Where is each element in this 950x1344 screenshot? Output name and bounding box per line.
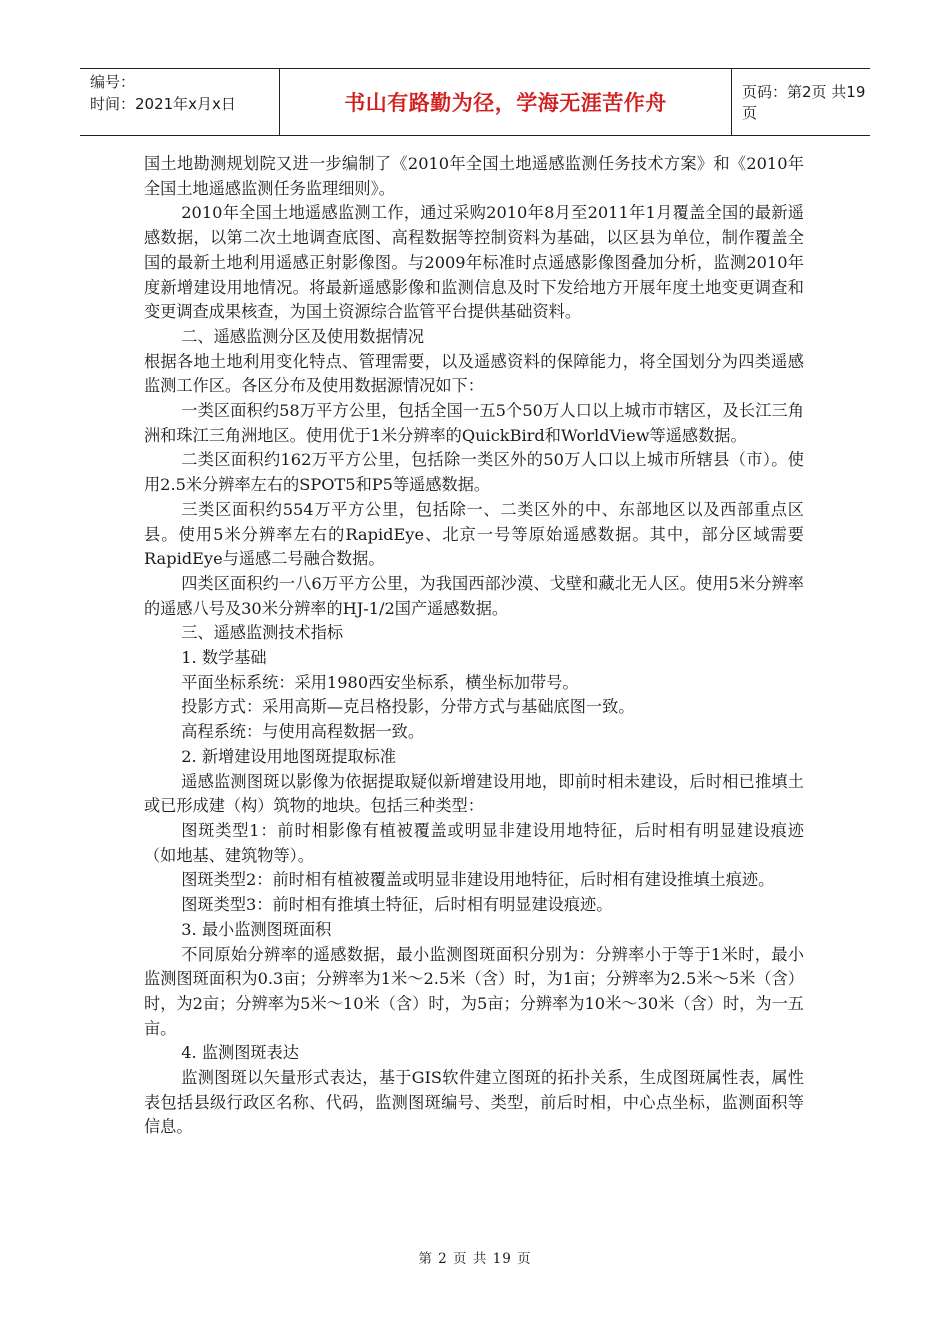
paragraph: 图斑类型2：前时相有植被覆盖或明显非建设用地特征，后时相有建设推填土痕迹。 — [181, 870, 775, 890]
paragraph: 4. 监测图斑表达 — [181, 1043, 299, 1063]
paragraph: 1. 数学基础 — [181, 648, 267, 668]
header-motto-cell — [280, 69, 732, 135]
paragraph: 一类区面积约58万平方公里，包括全国一五5个50万人口以上城市市辖区，及长江三角洲和珠江三角洲地区。使用优于1米分辨率的QuickBird和WorldView等遥感数据。 — [144, 401, 804, 445]
paragraph: 高程系统：与使用高程数据一致。 — [181, 722, 425, 742]
paragraph: 图斑类型1：前时相影像有植被覆盖或明显非建设用地特征，后时相有明显建设痕迹（如地基、建筑物等）。 — [144, 820, 804, 865]
paragraph: 二类区面积约162万平方公里，包括除一类区外的50万人口以上城市所辖县（市）。使用2.5米分辨率左右的SPOT5和P5等遥感数据。 — [144, 450, 804, 495]
page-header — [80, 68, 870, 136]
footer-page-number: 第 2 页 共 19 页 — [418, 1251, 532, 1267]
paragraph: 不同原始分辨率的遥感数据，最小监测图斑面积分别为：分辨率小于等于1米时，最小监测图斑面积为0.3亩；分辨率为1米～2.5米（含）时，为1亩；分辨率为2.5米～5米（含）时，为2亩；分辨率为5米～10米（含）时，为5亩；分辨率为10米～30米（含）时，为一五亩。 — [144, 944, 804, 1038]
paragraph: 国土地勘测规划院又进一步编制了《2010年全国土地遥感监测任务技术方案》和《2010年全国土地遥感监测任务监理细则》。 — [144, 154, 804, 198]
paragraph: 三类区面积约554万平方公里，包括除一、二类区外的中、东部地区以及西部重点区县。使用5米分辨率左右的RapidEye、北京一号等原始遥感数据。其中，部分区域需要RapidEye与遥感二号融合数据。 — [144, 499, 804, 569]
page-number-label: 页码：第2页 共19页 — [742, 83, 866, 122]
header-page-cell — [732, 69, 870, 135]
paragraph: 图斑类型3：前时相有推填土特征，后时相有明显建设痕迹。 — [181, 895, 613, 915]
paragraph: 监测图斑以矢量形式表达，基于GIS软件建立图斑的拓扑关系，生成图斑属性表，属性表包括县级行政区名称、代码，监测图斑编号、类型，前后时相，中心点坐标，监测面积等信息。 — [144, 1068, 804, 1137]
paragraph: 平面坐标系统：采用1980西安坐标系，横坐标加带号。 — [181, 672, 579, 692]
document-body — [144, 152, 804, 1140]
paragraph: 3. 最小监测图斑面积 — [181, 919, 332, 939]
date-label: 时间：2021年x月x日 — [90, 95, 236, 113]
paragraph: 二、遥感监测分区及使用数据情况 — [181, 326, 425, 346]
paragraph: 2010年全国土地遥感监测工作，通过采购2010年8月至2011年1月覆盖全国的最新遥感数据，以第二次土地调查底图、高程数据等控制资料为基础，以区县为单位，制作覆盖全国的最新土地利用遥感正射影像图。与2009年标准时点遥感影像图叠加分析，监测2010年度新增建设用地情况。将最新遥感影像和监测信息及时下发给地方开展年度土地变更调查和变更调查成果核查，为国土资源综合监管平台提供基础资料。 — [144, 203, 804, 322]
paragraph: 四类区面积约一八6万平方公里，为我国西部沙漠、戈壁和藏北无人区。使用5米分辨率的遥感八号及30米分辨率的HJ-1/2国产遥感数据。 — [144, 573, 804, 618]
serial-number-label: 编号： — [90, 73, 136, 91]
paragraph: 2. 新增建设用地图斑提取标准 — [181, 746, 397, 766]
header-meta — [80, 69, 280, 135]
paragraph: 根据各地土地利用变化特点、管理需要，以及遥感资料的保障能力，将全国划分为四类遥感监测工作区。各区分布及使用数据源情况如下： — [144, 351, 804, 396]
paragraph: 三、遥感监测技术指标 — [181, 623, 344, 643]
paragraph: 遥感监测图斑以影像为依据提取疑似新增建设用地，即前时相未建设，后时相已推填土或已形成建（构）筑物的地块。包括三种类型： — [144, 771, 804, 816]
motto-text: 书山有路勤为径，学海无涯苦作舟 — [344, 91, 667, 115]
paragraph: 投影方式：采用高斯—克吕格投影，分带方式与基础底图一致。 — [181, 697, 635, 717]
page-footer — [0, 1247, 950, 1267]
